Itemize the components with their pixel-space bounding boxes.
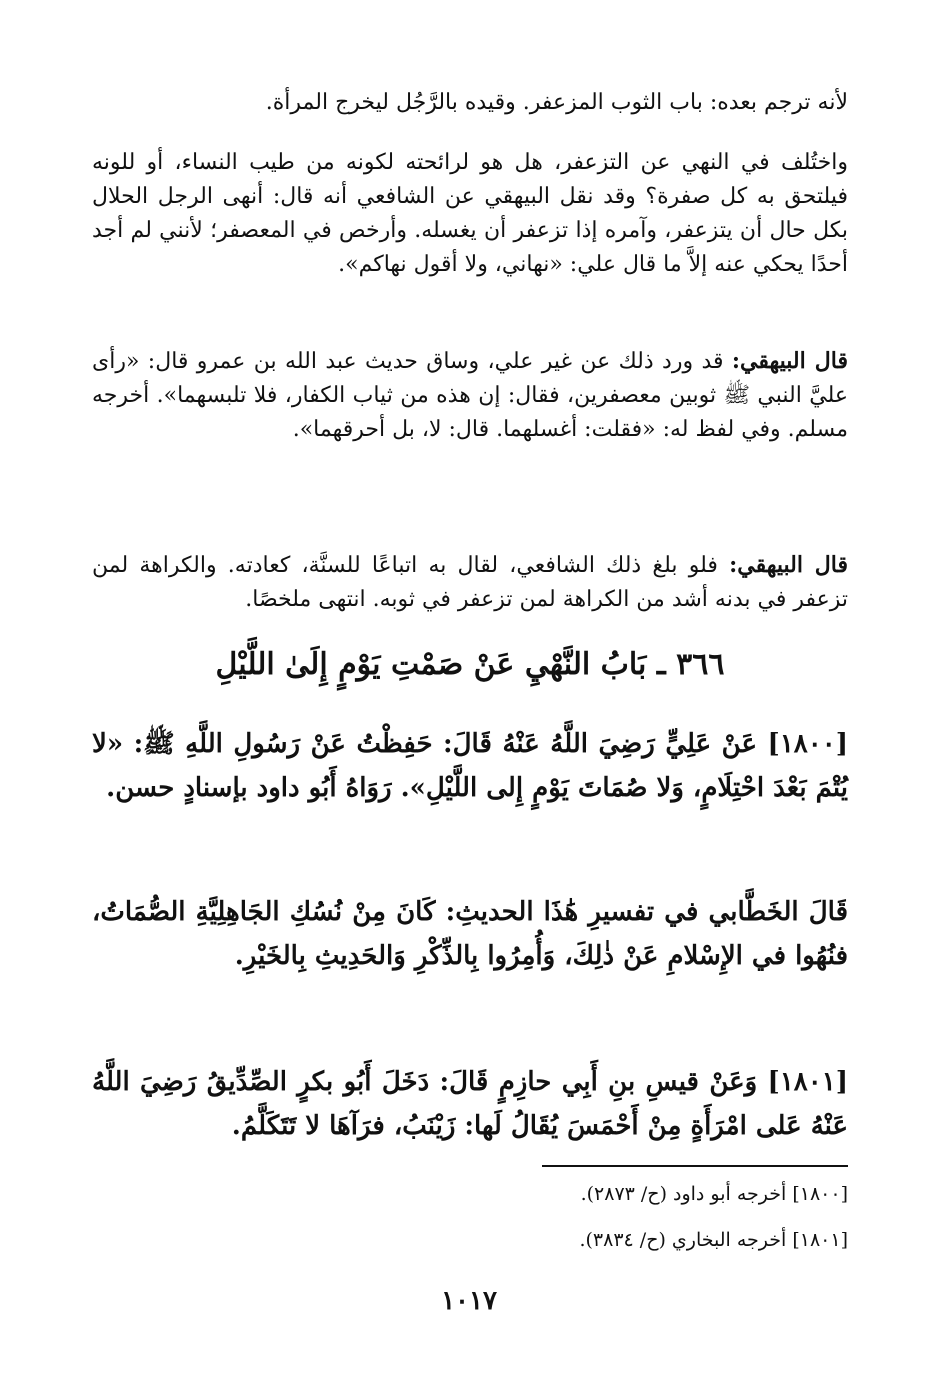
paragraph-bayhaqi-2 [92, 548, 848, 617]
paragraph-intro: لأنه ترجم بعده: باب الثوب المزعفر. وقيده بالرَّجُل ليخرج المرأة. [265, 90, 848, 115]
footnote-separator [542, 1165, 848, 1167]
footnote-1800: [١٨٠٠] أخرجه أبو داود (ح/ ٢٨٧٣). [580, 1183, 848, 1205]
chapter-heading: ٣٦٦ ـ بَابُ النَّهْيِ عَنْ صَمْتِ يَوْمٍ إِلَىٰ اللَّيْلِ [215, 647, 725, 682]
page-number: ١٠١٧ [441, 1286, 497, 1316]
footnote-1801: [١٨٠١] أخرجه البخاري (ح/ ٣٨٣٤). [579, 1229, 848, 1251]
speaker-label: قال البيهقي: [729, 552, 848, 578]
paragraph-text: فلو بلغ ذلك الشافعي، لقال به اتباعًا للسنَّة، كعادته. والكراهة لمن تزعفر في بدنه أشد من الكراهة لمن تزعفر في ثوبه. انتهى ملخصًا. [92, 553, 848, 612]
paragraph-text: قد ورد ذلك عن غير علي، وساق حديث عبد الله بن عمرو قال: «رأى عليَّ النبي ﷺ ثوبين معصفرين، فقال: إن هذه من ثياب الكفار، فلا تلبسهما». أخرجه مسلم. وفي لفظ له: «فقلت: أغسلهما. قال: لا، بل أحرقهما». [92, 349, 848, 442]
paragraph-saffron-ruling: واختُلف في النهي عن التزعفر، هل هو لرائحته لكونه من طيب النساء، أو للونه فيلتحق به كل صفرة؟ وقد نقل البيهقي عن الشافعي أنه قال: أنهى الرجل الحلال بكل حال أن يتزعفر، وآمره إذا تزعفر أن يغسله. وأرخص في المعصفر؛ لأنني لم أجد أحدًا يحكي عنه إلاَّ ما قال علي: «نهاني، ولا أقول نهاكم». [92, 150, 848, 277]
paragraph-bayhaqi-1 [92, 344, 848, 447]
hadith-1801: [١٨٠١] وَعَنْ قيسِ بنِ أَبِي حازِمٍ قَالَ: دَخَلَ أَبُو بكرٍ الصِّدِّيقُ رَضِيَ اللَّهُ عَنْهُ عَلى امْرَأَةٍ مِنْ أَحْمَسَ يُقَالُ لَها: زَيْنَبُ، فرَآهَا لا تَتَكَلَّمُ. [92, 1067, 848, 1141]
speaker-label: قال البيهقي: [731, 348, 848, 374]
hadith-1800: [١٨٠٠] عَنْ عَلِيٍّ رَضِيَ اللَّهُ عَنْهُ قَالَ: حَفِظْتُ عَنْ رَسُولِ اللَّهِ ﷺ: «لا يُتْمَ بَعْدَ احْتِلَامٍ، وَلا صُمَاتَ يَوْمٍ إِلى اللَّيْلِ». رَوَاهُ أَبُو داود بإسنادٍ حسن. [92, 729, 848, 803]
khattabi-commentary: قَالَ الخَطَّابي في تفسيرِ هَٰذَا الحديثِ: كَانَ مِنْ نُسُكِ الجَاهِلِيَّةِ الصُّمَاتُ، فنُهُوا في الإِسْلامِ عَنْ ذٰلِكَ، وَأُمِرُوا بِالذِّكْرِ وَالحَدِيثِ بِالخَيْرِ. [92, 897, 848, 971]
